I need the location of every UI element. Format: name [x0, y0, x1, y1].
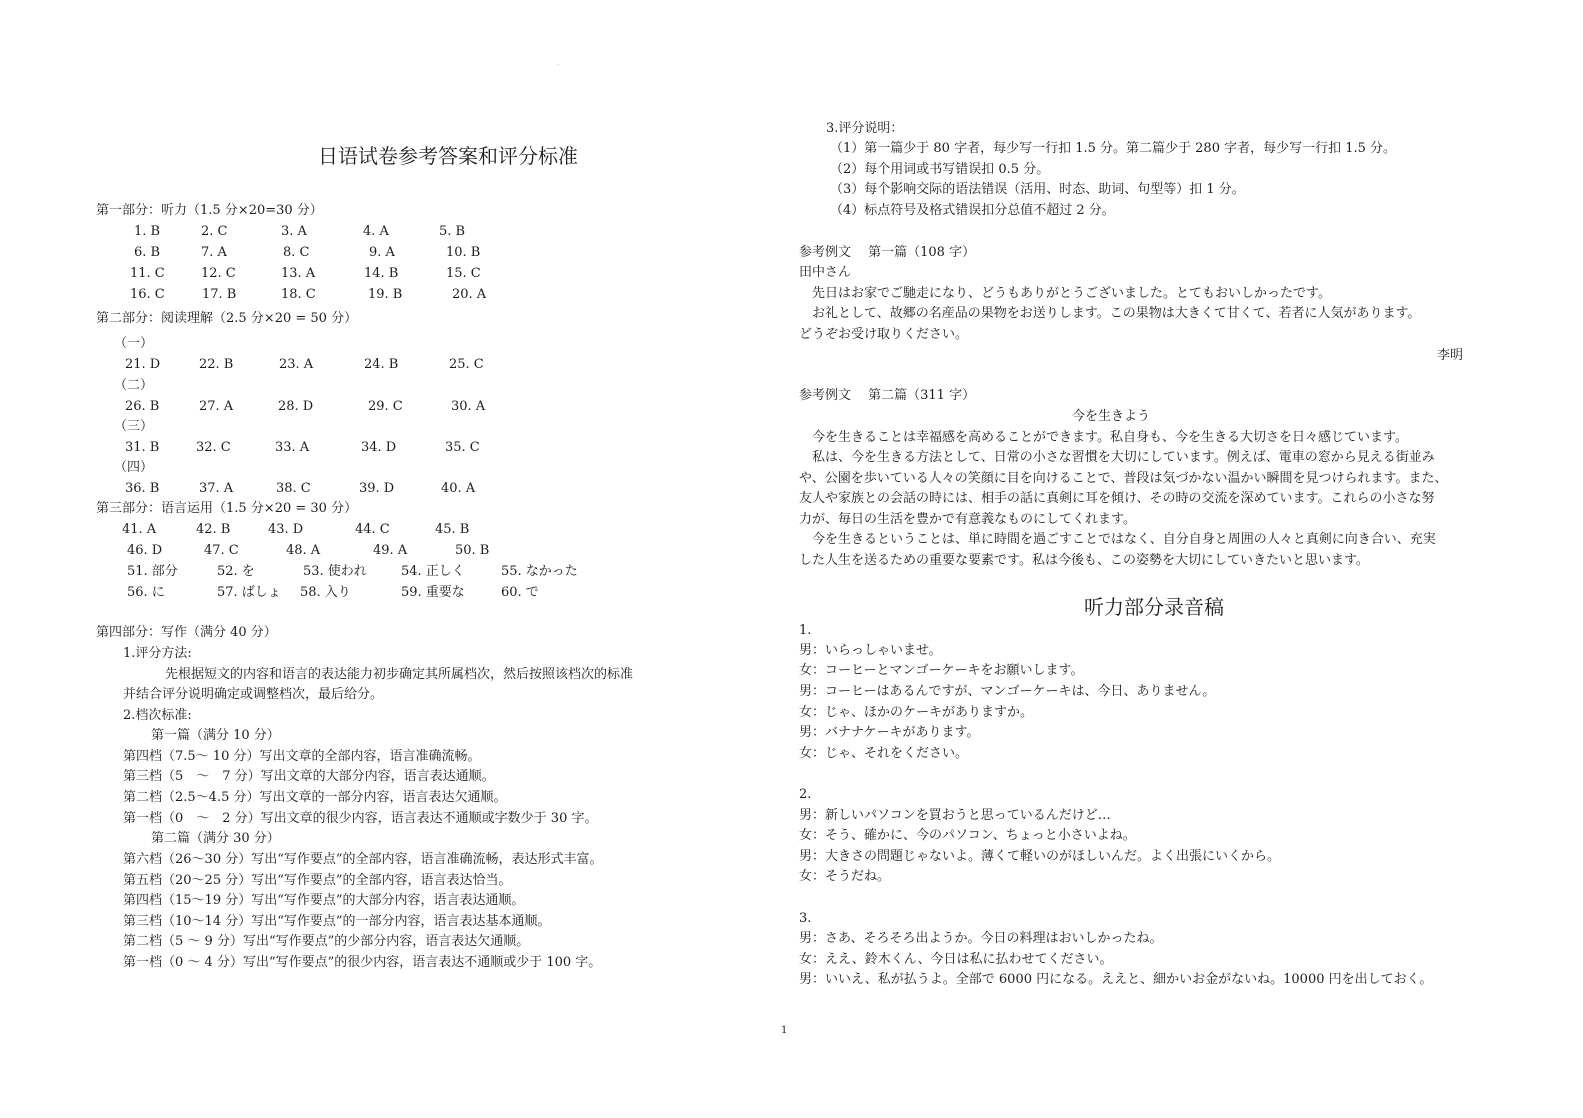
- part2-heading: 第二部分：阅读理解（2.5 分×20 = 50 分）: [96, 311, 358, 326]
- answer-item: 31. B: [125, 440, 160, 455]
- dialogue-line: 女：じゃ、ほかのケーキがありますか。: [799, 705, 1034, 720]
- answer-item: 32. C: [196, 440, 231, 455]
- answer-item: 49. A: [373, 543, 408, 558]
- answer-item: 60. で: [501, 585, 539, 600]
- answer-item: 34. D: [361, 440, 397, 455]
- answer-item: 46. D: [127, 543, 163, 558]
- essay2-level: 第五档（20～25 分）写出“写作要点”的全部内容，语言表达恰当。: [123, 873, 512, 888]
- part3-heading: 第三部分：语言运用（1.5 分×20 = 30 分）: [96, 501, 358, 516]
- group-label: （一）: [114, 336, 154, 351]
- answer-item: 18. C: [281, 287, 316, 302]
- dialogue-line: 男：いらっしゃいませ。: [799, 643, 942, 658]
- note-item: （4）标点符号及格式错误扣分总值不超过 2 分。: [830, 203, 1115, 218]
- dialogue-line: 男：大きさの問題じゃないよ。薄くて軽いのがほしいんだ。よく出張にいくから。: [799, 849, 1281, 864]
- answer-item: 17. B: [202, 287, 237, 302]
- answer-item: 25. C: [449, 357, 484, 372]
- page-number: 1: [781, 1025, 788, 1036]
- sample2-heading: 参考例文 第二篇（311 字）: [799, 388, 976, 403]
- answer-item: 52. を: [217, 564, 255, 579]
- sample2-line: 私は、今を生きる方法として、日常の小さな習慣を大切にしています。例えば、電車の窓から見える街並み: [799, 450, 1435, 465]
- answer-item: 53. 使われ: [303, 564, 367, 579]
- standard-label: 2.档次标准:: [123, 708, 192, 723]
- answer-item: 56. に: [127, 585, 165, 600]
- essay2-level: 第三档（10～14 分）写出“写作要点”的一部分内容，语言表达基本通顺。: [123, 914, 551, 929]
- page-title: 日语试卷参考答案和评分标准: [318, 144, 578, 168]
- dialogue-line: 女：そうだね。: [799, 869, 891, 884]
- answer-item: 21. D: [125, 357, 161, 372]
- group-label: （四）: [114, 460, 154, 475]
- dialogue-line: 女：じゃ、それをください。: [799, 746, 969, 761]
- essay1-level: 第三档（5 ～ 7 分）写出文章的大部分内容，语言表达通顺。: [123, 769, 495, 784]
- group-label: （二）: [114, 378, 154, 393]
- dialogue-line: 女：そう、確かに、今のパソコン、ちょっと小さいよね。: [799, 828, 1136, 843]
- sample2-line: 今を生きることは幸福感を高めることができます。私自身も、今を生きる大切さを日々感じています。: [799, 430, 1408, 445]
- method-line-1: 先根据短文的内容和语言的表达能力初步确定其所属档次，然后按照该档次的标准: [165, 667, 634, 682]
- essay1-level: 第一档（0 ～ 2 分）写出文章的很少内容，语言表达不通顺或字数少于 30 字。: [123, 811, 598, 826]
- essay2-level: 第六档（26～30 分）写出“写作要点”的全部内容，语言准确流畅，表达形式丰富。: [123, 852, 603, 867]
- answer-item: 7. A: [201, 245, 227, 260]
- sample1-line: どうぞお受け取りください。: [799, 327, 969, 342]
- essay2-level: 第四档（15～19 分）写出“写作要点”的大部分内容，语言表达通顺。: [123, 893, 525, 908]
- answer-item: 6. B: [134, 245, 161, 260]
- answer-item: 45. B: [435, 522, 470, 537]
- listening-title: 听力部分录音稿: [1084, 595, 1224, 619]
- answer-item: 14. B: [364, 266, 399, 281]
- sample1-heading: 参考例文 第一篇（108 字）: [799, 245, 976, 260]
- answer-item: 40. A: [441, 481, 476, 496]
- sample1-line: 田中さん: [799, 265, 852, 280]
- dialogue-line: 男：コーヒーはあるんですが、マンゴーケーキは、今日、ありません。: [799, 684, 1216, 699]
- sample2-line: 友人や家族との会話の時には、相手の話に真剣に耳を傾け、その時の交流を深めています。これらの小さな努: [799, 491, 1435, 506]
- group-label: （三）: [114, 419, 154, 434]
- answer-item: 1. B: [134, 224, 161, 239]
- answer-item: 12. C: [201, 266, 236, 281]
- answer-item: 15. C: [446, 266, 481, 281]
- sample1-line: お礼として、故郷の名産品の果物をお送りします。この果物は大きくて甘くて、若者に人気があります。: [799, 306, 1421, 321]
- answer-item: 47. C: [204, 543, 239, 558]
- dialogue-line: 男：新しいパソコンを買おうと思っているんだけど…: [799, 808, 1111, 823]
- dialogue-number: 1.: [799, 623, 812, 638]
- answer-item: 51. 部分: [127, 564, 178, 579]
- answer-item: 59. 重要な: [401, 585, 465, 600]
- notes-label: 3.评分说明：: [826, 121, 904, 136]
- answer-item: 37. A: [199, 481, 234, 496]
- answer-item: 43. D: [268, 522, 304, 537]
- note-item: （1）第一篇少于 80 字者，每少写一行扣 1.5 分。第二篇少于 280 字者，每少写一行扣 1.5 分。: [830, 141, 1397, 156]
- answer-item: 23. A: [279, 357, 314, 372]
- answer-item: 42. B: [196, 522, 231, 537]
- answer-item: 20. A: [452, 287, 487, 302]
- answer-item: 44. C: [355, 522, 390, 537]
- answer-item: 4. A: [363, 224, 389, 239]
- sample2-line: 今を生きるということは、単に時間を過ごすことではなく、自分自身と周囲の人々と真剣に向き合い、充実: [799, 532, 1436, 547]
- sample1-signature: 李明: [1437, 348, 1464, 363]
- answer-item: 16. C: [130, 287, 165, 302]
- sample2-line: や、公園を歩いている人々の笑顔に目を向けることで、普段は気づかない温かい瞬間を見つけられます。また、: [799, 471, 1448, 486]
- answer-item: 28. D: [278, 399, 314, 414]
- answer-item: 39. D: [359, 481, 395, 496]
- dialogue-line: 女：ええ、鈴木くん、今日は私に払わせてください。: [799, 952, 1113, 967]
- essay2-level: 第二档（5 ～ 9 分）写出“写作要点”的少部分内容，语言表达欠通顺。: [123, 934, 530, 949]
- top-mark: ·: [557, 62, 559, 69]
- essay2-label: 第二篇（满分 30 分）: [151, 831, 280, 846]
- answer-item: 24. B: [364, 357, 399, 372]
- part4-heading: 第四部分：写作（满分 40 分）: [96, 625, 277, 640]
- answer-item: 55. なかった: [501, 564, 578, 579]
- answer-item: 2. C: [201, 224, 228, 239]
- answer-item: 36. B: [125, 481, 160, 496]
- answer-item: 33. A: [275, 440, 310, 455]
- dialogue-number: 2.: [799, 787, 812, 802]
- note-item: （2）每个用词或书写错误扣 0.5 分。: [830, 162, 1050, 177]
- answer-item: 13. A: [281, 266, 316, 281]
- answer-item: 10. B: [446, 245, 481, 260]
- answer-item: 8. C: [283, 245, 310, 260]
- answer-item: 5. B: [439, 224, 466, 239]
- method-line-2: 并结合评分说明确定或调整档次，最后给分。: [123, 687, 384, 702]
- answer-item: 26. B: [125, 399, 160, 414]
- answer-item: 11. C: [130, 266, 165, 281]
- sample2-line: 力が、毎日の生活を豊かで有意義なものにしてくれます。: [799, 512, 1136, 527]
- answer-item: 58. 入り: [300, 585, 351, 600]
- answer-item: 19. B: [368, 287, 403, 302]
- answer-item: 54. 正しく: [401, 564, 465, 579]
- answer-item: 35. C: [445, 440, 480, 455]
- dialogue-number: 3.: [799, 911, 812, 926]
- essay2-level: 第一档（0 ～ 4 分）写出“写作要点”的很少内容，语言表达不通顺或少于 100 字。: [123, 955, 602, 970]
- sample2-title: 今を生きよう: [1072, 409, 1151, 424]
- answer-item: 50. B: [455, 543, 490, 558]
- sample2-line: した人生を送るための重要な要素です。私は今後も、この姿勢を大切にしていきたいと思います。: [799, 553, 1369, 568]
- answer-item: 41. A: [122, 522, 157, 537]
- dialogue-line: 男：バナナケーキがあります。: [799, 725, 980, 740]
- answer-item: 22. B: [199, 357, 234, 372]
- dialogue-line: 男：いいえ、私が払うよ。全部で 6000 円になる。ええと、細かいお金がないね。10000 円を出しておく。: [799, 972, 1433, 987]
- dialogue-line: 女：コーヒーとマンゴーケーキをお願いします。: [799, 663, 1084, 678]
- essay1-label: 第一篇（满分 10 分）: [151, 728, 280, 743]
- note-item: （3）每个影响交际的语法错误（活用、时态、助词、句型等）扣 1 分。: [830, 182, 1245, 197]
- essay1-level: 第四档（7.5～ 10 分）写出文章的全部内容，语言准确流畅。: [123, 749, 481, 764]
- answer-item: 57. ばしょ: [217, 585, 281, 600]
- sample1-line: 先日はお家でご馳走になり、どうもありがとうございました。とてもおいしかったです。: [799, 286, 1331, 301]
- method-label: 1.评分方法:: [123, 646, 192, 661]
- essay1-level: 第二档（2.5～4.5 分）写出文章的一部分内容，语言表达欠通顺。: [123, 790, 507, 805]
- answer-item: 3. A: [281, 224, 307, 239]
- answer-item: 29. C: [368, 399, 403, 414]
- dialogue-line: 男：さあ、そろそろ出ようか。今日の料理はおいしかったね。: [799, 931, 1163, 946]
- answer-item: 30. A: [451, 399, 486, 414]
- answer-item: 48. A: [286, 543, 321, 558]
- part1-heading: 第一部分：听力（1.5 分×20=30 分）: [96, 203, 323, 218]
- answer-item: 27. A: [199, 399, 234, 414]
- answer-item: 9. A: [369, 245, 395, 260]
- answer-item: 38. C: [276, 481, 311, 496]
